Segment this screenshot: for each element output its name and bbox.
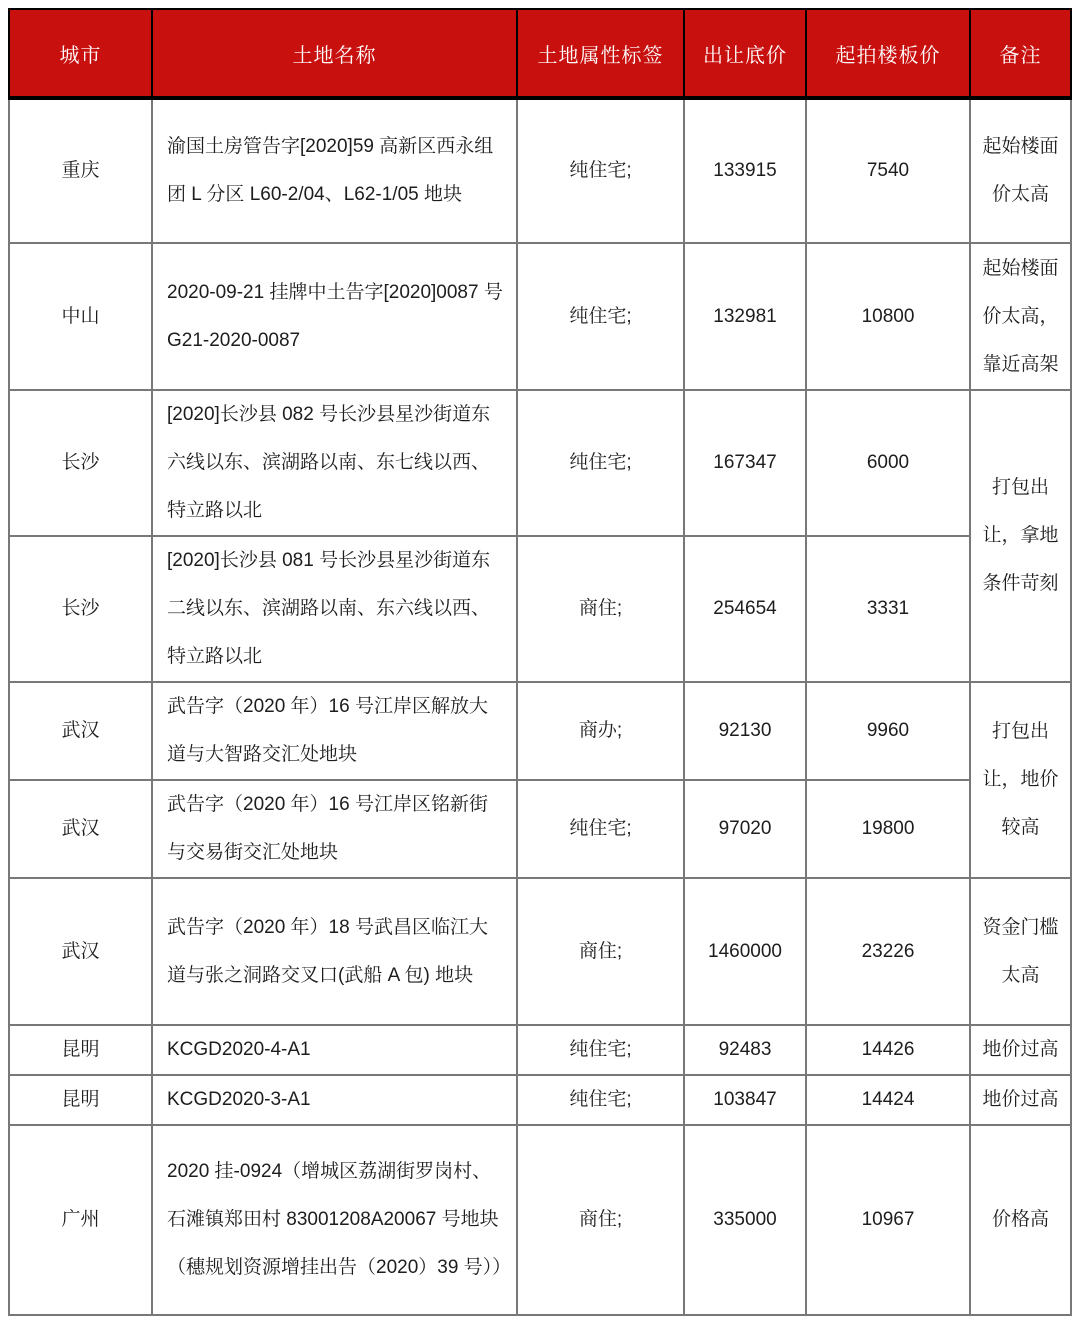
land-name-cell: 渝国土房管告字[2020]59 高新区西永组团 L 分区 L60-2/04、L62-1/05 地块 [152, 98, 517, 243]
floor-price-cell: 133915 [684, 98, 806, 243]
city-cell: 中山 [9, 243, 152, 390]
floor-price-cell: 167347 [684, 390, 806, 536]
tag-cell: 商住; [517, 536, 684, 682]
city-cell: 昆明 [9, 1025, 152, 1075]
remark-cell: 起始楼面价太高 [970, 98, 1071, 243]
floor-price-cell: 132981 [684, 243, 806, 390]
tag-cell: 纯住宅; [517, 390, 684, 536]
floor-price-cell: 97020 [684, 780, 806, 878]
start-price-cell: 9960 [806, 682, 970, 780]
table-row [9, 243, 1071, 390]
remark-cell-merged: 打包出让，地价较高 [970, 682, 1071, 878]
tag-cell: 纯住宅; [517, 243, 684, 390]
header-land-name: 土地名称 [152, 9, 517, 98]
table-row [9, 1125, 1071, 1315]
header-attribute-tag: 土地属性标签 [517, 9, 684, 98]
land-name-cell: KCGD2020-4-A1 [152, 1025, 517, 1075]
remark-cell: 起始楼面价太高，靠近高架 [970, 243, 1071, 390]
start-price-cell: 19800 [806, 780, 970, 878]
land-name-cell: 武告字（2020 年）16 号江岸区解放大道与大智路交汇处地块 [152, 682, 517, 780]
land-name-cell: 2020 挂-0924（增城区荔湖街罗岗村、石滩镇郑田村 83001208A20067 号地块（穗规划资源增挂出告（2020）39 号）） [152, 1125, 517, 1315]
land-name-cell: [2020]长沙县 081 号长沙县星沙街道东二线以东、滨湖路以南、东六线以西、特立路以北 [152, 536, 517, 682]
tag-cell: 纯住宅; [517, 1025, 684, 1075]
start-price-cell: 6000 [806, 390, 970, 536]
city-cell: 武汉 [9, 682, 152, 780]
remark-cell: 资金门槛太高 [970, 878, 1071, 1025]
start-price-cell: 10800 [806, 243, 970, 390]
city-cell: 昆明 [9, 1075, 152, 1125]
tag-cell: 商住; [517, 878, 684, 1025]
land-name-cell: 武告字（2020 年）18 号武昌区临江大道与张之洞路交叉口(武船 A 包) 地块 [152, 878, 517, 1025]
header-city: 城市 [9, 9, 152, 98]
remark-cell: 地价过高 [970, 1075, 1071, 1125]
city-cell: 广州 [9, 1125, 152, 1315]
header-row [9, 9, 1071, 98]
header-floor-price: 出让底价 [684, 9, 806, 98]
table-row [9, 682, 1071, 780]
floor-price-cell: 92130 [684, 682, 806, 780]
land-name-cell: 武告字（2020 年）16 号江岸区铭新街与交易街交汇处地块 [152, 780, 517, 878]
floor-price-cell: 103847 [684, 1075, 806, 1125]
tag-cell: 商住; [517, 1125, 684, 1315]
start-price-cell: 23226 [806, 878, 970, 1025]
city-cell: 武汉 [9, 878, 152, 1025]
remark-cell-merged: 打包出让，拿地条件苛刻 [970, 390, 1071, 682]
table-row [9, 1075, 1071, 1125]
table-row [9, 536, 1071, 682]
land-parcel-table [8, 8, 1072, 1316]
tag-cell: 纯住宅; [517, 1075, 684, 1125]
tag-cell: 纯住宅; [517, 780, 684, 878]
city-cell: 长沙 [9, 536, 152, 682]
floor-price-cell: 254654 [684, 536, 806, 682]
land-name-cell: KCGD2020-3-A1 [152, 1075, 517, 1125]
floor-price-cell: 335000 [684, 1125, 806, 1315]
land-name-cell: 2020-09-21 挂牌中土告字[2020]0087 号 G21-2020-0087 [152, 243, 517, 390]
land-name-cell: [2020]长沙县 082 号长沙县星沙街道东六线以东、滨湖路以南、东七线以西、特立路以北 [152, 390, 517, 536]
city-cell: 武汉 [9, 780, 152, 878]
remark-cell: 地价过高 [970, 1025, 1071, 1075]
start-price-cell: 14426 [806, 1025, 970, 1075]
city-cell: 长沙 [9, 390, 152, 536]
floor-price-cell: 1460000 [684, 878, 806, 1025]
table-row [9, 98, 1071, 243]
city-cell: 重庆 [9, 98, 152, 243]
start-price-cell: 3331 [806, 536, 970, 682]
start-price-cell: 14424 [806, 1075, 970, 1125]
table-row [9, 878, 1071, 1025]
tag-cell: 纯住宅; [517, 98, 684, 243]
remark-cell: 价格高 [970, 1125, 1071, 1315]
table-row [9, 780, 1071, 878]
table-row [9, 1025, 1071, 1075]
table-row [9, 390, 1071, 536]
start-price-cell: 10967 [806, 1125, 970, 1315]
header-remark: 备注 [970, 9, 1071, 98]
start-price-cell: 7540 [806, 98, 970, 243]
tag-cell: 商办; [517, 682, 684, 780]
header-start-price: 起拍楼板价 [806, 9, 970, 98]
floor-price-cell: 92483 [684, 1025, 806, 1075]
